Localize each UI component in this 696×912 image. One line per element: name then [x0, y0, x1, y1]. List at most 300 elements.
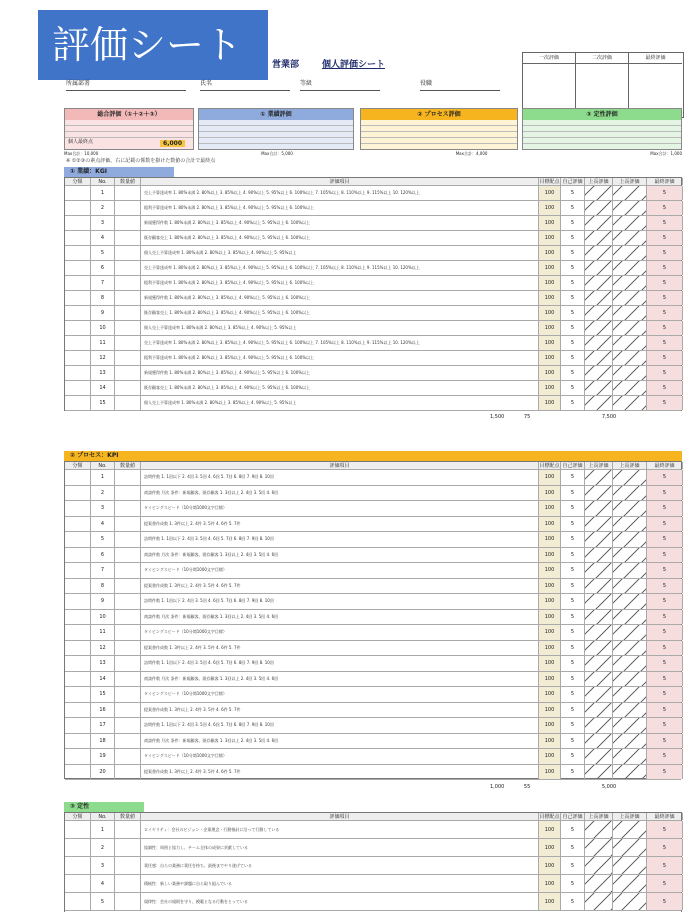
- results-cell[interactable]: [613, 276, 647, 290]
- process-cell: 5: [647, 594, 683, 609]
- process-cell[interactable]: 100: [539, 734, 561, 749]
- process-cell: 3: [91, 501, 115, 516]
- process-total-score: 1,000: [490, 784, 505, 790]
- document-title: 個人評価シート: [322, 60, 386, 70]
- quality-row: [65, 875, 681, 893]
- results-cell[interactable]: [613, 201, 647, 215]
- process-cell[interactable]: [613, 470, 647, 485]
- quality-cell[interactable]: 100: [539, 857, 561, 874]
- process-cell[interactable]: [585, 718, 613, 733]
- process-cell: [65, 734, 91, 749]
- process-cell[interactable]: [613, 548, 647, 563]
- summary-process: [360, 108, 518, 150]
- process-cell[interactable]: 100: [539, 656, 561, 671]
- quality-cell[interactable]: 100: [539, 875, 561, 892]
- quality-cell[interactable]: 5: [561, 821, 585, 838]
- process-cell: [115, 672, 141, 687]
- org-label: 営業部: [272, 60, 300, 70]
- results-cell[interactable]: 100: [539, 186, 561, 200]
- process-cell: 4: [91, 517, 115, 532]
- process-cell: 5: [91, 532, 115, 547]
- process-cell[interactable]: [585, 563, 613, 578]
- process-cell[interactable]: [613, 594, 647, 609]
- quality-cell[interactable]: [613, 875, 647, 892]
- results-cell[interactable]: [585, 291, 613, 305]
- quality-row: [65, 857, 681, 875]
- results-cell[interactable]: 5: [561, 246, 585, 260]
- process-cell[interactable]: [585, 765, 613, 780]
- results-cell: 粗利予算達成率 1. 80%未満 2. 80%以上 3. 85%以上 4. 90%以上 5. 95%以上 6. 100%以上: [141, 351, 539, 365]
- results-cell[interactable]: [585, 246, 613, 260]
- process-cell[interactable]: 5: [561, 517, 585, 532]
- results-total-final: 7,500: [601, 414, 617, 420]
- quality-col-header: 目標配点: [539, 813, 560, 820]
- results-cell[interactable]: [613, 261, 647, 275]
- quality-cell[interactable]: [613, 857, 647, 874]
- process-cell[interactable]: [613, 656, 647, 671]
- process-cell[interactable]: [613, 517, 647, 532]
- process-row: [65, 718, 681, 734]
- process-cell: [115, 734, 141, 749]
- process-cell[interactable]: 5: [561, 548, 585, 563]
- results-cell: 5: [647, 366, 683, 380]
- results-cell[interactable]: [585, 321, 613, 335]
- process-cell[interactable]: [613, 718, 647, 733]
- results-row: [65, 336, 681, 351]
- results-cell[interactable]: [585, 261, 613, 275]
- quality-cell[interactable]: [585, 857, 613, 874]
- quality-cell[interactable]: [585, 875, 613, 892]
- process-cell[interactable]: [585, 656, 613, 671]
- quality-cell[interactable]: [613, 821, 647, 838]
- quality-col-header: 評価項目: [141, 813, 539, 820]
- process-cell: 5: [647, 734, 683, 749]
- page-badge: 評価シート: [38, 10, 268, 80]
- process-cell: [115, 656, 141, 671]
- quality-row: [65, 893, 681, 911]
- process-col-header: 数量値: [115, 462, 141, 469]
- results-cell[interactable]: 100: [539, 381, 561, 395]
- results-row: [65, 246, 681, 261]
- process-cell[interactable]: 5: [561, 672, 585, 687]
- quality-col-header: 上長評価: [613, 813, 647, 820]
- results-cell[interactable]: 5: [561, 201, 585, 215]
- results-row: [65, 291, 681, 306]
- process-cell[interactable]: [585, 734, 613, 749]
- results-cell: [65, 201, 91, 215]
- summary-results-title: ① 業績評価: [199, 109, 353, 120]
- process-cell[interactable]: [613, 501, 647, 516]
- quality-cell: [65, 857, 91, 874]
- process-cell[interactable]: 5: [561, 734, 585, 749]
- quality-table: [64, 812, 682, 912]
- results-cell: 4: [91, 231, 115, 245]
- results-cell[interactable]: 5: [561, 366, 585, 380]
- quality-cell[interactable]: 5: [561, 893, 585, 910]
- process-cell[interactable]: 100: [539, 579, 561, 594]
- quality-cell[interactable]: 100: [539, 839, 561, 856]
- results-cell: 個人売上予算達成率 1. 80%未満 2. 80%以上 3. 85%以上 4. 90%以上 5. 95%以上: [141, 321, 539, 335]
- results-cell[interactable]: 100: [539, 246, 561, 260]
- results-cell[interactable]: 5: [561, 261, 585, 275]
- process-cell[interactable]: 5: [561, 610, 585, 625]
- process-cell: 商談件数 月次 条件：新規顧客、既存顧客 1. 3回以上 2. 4回 3. 5回 4. 6回: [141, 548, 539, 563]
- process-cell: 5: [647, 501, 683, 516]
- process-cell[interactable]: [585, 625, 613, 640]
- process-cell[interactable]: [585, 672, 613, 687]
- process-cell[interactable]: [585, 579, 613, 594]
- results-cell: [115, 306, 141, 320]
- results-cell[interactable]: 5: [561, 216, 585, 230]
- process-cell[interactable]: 100: [539, 610, 561, 625]
- process-cell[interactable]: 5: [561, 625, 585, 640]
- quality-cell[interactable]: [613, 893, 647, 910]
- process-cell: 5: [647, 703, 683, 718]
- process-cell[interactable]: [613, 486, 647, 501]
- quality-cell: 2: [91, 839, 115, 856]
- process-col-header: 上長評価: [585, 462, 613, 469]
- process-cell[interactable]: 100: [539, 532, 561, 547]
- process-cell[interactable]: [613, 765, 647, 780]
- overall-max: Max合計：10,000: [64, 151, 99, 156]
- process-cell[interactable]: 100: [539, 687, 561, 702]
- process-cell[interactable]: 100: [539, 548, 561, 563]
- results-cell[interactable]: [585, 351, 613, 365]
- process-cell[interactable]: [585, 687, 613, 702]
- results-cell: [65, 291, 91, 305]
- quality-cell[interactable]: 100: [539, 821, 561, 838]
- process-col-header: 分類: [65, 462, 91, 469]
- summary-overall: [64, 108, 194, 150]
- results-cell[interactable]: [613, 306, 647, 320]
- process-cell[interactable]: 5: [561, 563, 585, 578]
- process-cell: 訪問件数 1. 1回以下 2. 4回 3. 5回 4. 6回 5. 7回 6. 8回 7. 9回 8. 10回: [141, 532, 539, 547]
- results-cell: 5: [647, 261, 683, 275]
- process-cell[interactable]: [585, 548, 613, 563]
- process-row: [65, 579, 681, 595]
- process-col-header: 上長評価: [613, 462, 647, 469]
- results-cell[interactable]: [613, 366, 647, 380]
- results-cell[interactable]: 100: [539, 366, 561, 380]
- process-cell: 5: [647, 517, 683, 532]
- results-cell[interactable]: [613, 246, 647, 260]
- results-row: [65, 201, 681, 216]
- results-col-header: 上長評価: [585, 178, 613, 185]
- process-cell: 5: [647, 672, 683, 687]
- process-cell[interactable]: 5: [561, 749, 585, 764]
- process-cell[interactable]: 5: [561, 703, 585, 718]
- process-cell[interactable]: 100: [539, 765, 561, 780]
- results-cell[interactable]: [585, 381, 613, 395]
- process-cell[interactable]: 5: [561, 718, 585, 733]
- process-cell: 11: [91, 625, 115, 640]
- process-cell[interactable]: [613, 703, 647, 718]
- process-cell: [115, 563, 141, 578]
- results-cell: [65, 366, 91, 380]
- results-row: [65, 351, 681, 366]
- quality-cell[interactable]: 5: [561, 875, 585, 892]
- results-cell[interactable]: [585, 231, 613, 245]
- results-cell[interactable]: 100: [539, 321, 561, 335]
- results-cell[interactable]: [585, 216, 613, 230]
- process-cell: [65, 703, 91, 718]
- results-cell[interactable]: [613, 381, 647, 395]
- results-cell[interactable]: 5: [561, 381, 585, 395]
- process-cell[interactable]: [613, 687, 647, 702]
- results-cell[interactable]: 5: [561, 186, 585, 200]
- process-cell[interactable]: [585, 486, 613, 501]
- summary-process-title: ② プロセス評価: [361, 109, 517, 120]
- quality-cell[interactable]: 5: [561, 857, 585, 874]
- process-cell[interactable]: 5: [561, 579, 585, 594]
- results-cell: [65, 396, 91, 410]
- process-cell[interactable]: [613, 532, 647, 547]
- process-cell: [115, 501, 141, 516]
- process-cell: [65, 470, 91, 485]
- results-cell[interactable]: [613, 231, 647, 245]
- results-cell: 粗利予算達成率 1. 80%未満 2. 80%以上 3. 85%以上 4. 90%以上 5. 95%以上 6. 100%以上: [141, 201, 539, 215]
- process-cell[interactable]: 100: [539, 594, 561, 609]
- results-col-header: 目標配点: [539, 178, 560, 185]
- results-cell: [115, 291, 141, 305]
- process-cell[interactable]: 100: [539, 703, 561, 718]
- quality-cell[interactable]: [585, 893, 613, 910]
- results-cell: 5: [647, 381, 683, 395]
- quality-cell[interactable]: 5: [561, 839, 585, 856]
- results-row: [65, 366, 681, 381]
- quality-cell[interactable]: [613, 839, 647, 856]
- process-row: [65, 625, 681, 641]
- results-cell[interactable]: 5: [561, 396, 585, 410]
- process-cell: [65, 517, 91, 532]
- results-cell[interactable]: [585, 366, 613, 380]
- process-row: [65, 765, 681, 781]
- process-cell[interactable]: 5: [561, 641, 585, 656]
- results-cell[interactable]: [613, 216, 647, 230]
- process-cell[interactable]: 100: [539, 625, 561, 640]
- process-cell[interactable]: 5: [561, 470, 585, 485]
- results-table: [64, 177, 682, 411]
- results-cell[interactable]: 5: [561, 291, 585, 305]
- results-cell[interactable]: 100: [539, 261, 561, 275]
- process-cell: 商談件数 月次 条件：新規顧客、既存顧客 1. 3回以上 2. 4回 3. 5回 4. 6回: [141, 486, 539, 501]
- results-cell: 5: [647, 276, 683, 290]
- results-cell: [65, 261, 91, 275]
- process-cell[interactable]: 5: [561, 486, 585, 501]
- quality-cell[interactable]: [585, 821, 613, 838]
- results-cell[interactable]: 100: [539, 291, 561, 305]
- process-cell[interactable]: [613, 672, 647, 687]
- process-cell[interactable]: 100: [539, 486, 561, 501]
- results-row: [65, 306, 681, 321]
- process-cell[interactable]: [613, 625, 647, 640]
- process-cell[interactable]: [613, 734, 647, 749]
- results-cell[interactable]: [613, 291, 647, 305]
- results-cell[interactable]: 5: [561, 231, 585, 245]
- results-cell[interactable]: [613, 336, 647, 350]
- process-cell[interactable]: [585, 641, 613, 656]
- results-cell[interactable]: 100: [539, 216, 561, 230]
- process-cell[interactable]: 100: [539, 718, 561, 733]
- process-cell: 8: [91, 579, 115, 594]
- process-cell[interactable]: 5: [561, 501, 585, 516]
- process-cell[interactable]: [585, 532, 613, 547]
- results-row: [65, 216, 681, 231]
- process-cell[interactable]: 5: [561, 687, 585, 702]
- results-cell[interactable]: [585, 276, 613, 290]
- process-max: Max合計：4,000: [455, 151, 488, 156]
- process-cell: 15: [91, 687, 115, 702]
- process-cell: [65, 563, 91, 578]
- process-cell[interactable]: [613, 610, 647, 625]
- process-cell[interactable]: 5: [561, 656, 585, 671]
- process-cell[interactable]: 100: [539, 501, 561, 516]
- process-cell[interactable]: [585, 703, 613, 718]
- results-cell[interactable]: [585, 201, 613, 215]
- process-cell[interactable]: 100: [539, 470, 561, 485]
- results-cell: [65, 246, 91, 260]
- process-cell: 16: [91, 703, 115, 718]
- process-cell[interactable]: [613, 641, 647, 656]
- process-cell[interactable]: 100: [539, 672, 561, 687]
- results-cell[interactable]: 100: [539, 396, 561, 410]
- results-cell[interactable]: 100: [539, 336, 561, 350]
- process-cell: 9: [91, 594, 115, 609]
- results-header: [65, 178, 681, 186]
- results-cell: [65, 186, 91, 200]
- results-cell: [115, 186, 141, 200]
- results-cell: 5: [647, 201, 683, 215]
- process-cell[interactable]: 5: [561, 765, 585, 780]
- name-label: 氏名: [200, 80, 213, 87]
- results-cell: 新規獲得件数 1. 80%未満 2. 80%以上 3. 85%以上 4. 90%以上 5. 95%以上 6. 100%以上: [141, 366, 539, 380]
- results-cell[interactable]: 5: [561, 276, 585, 290]
- grade-field[interactable]: [300, 78, 380, 91]
- process-row: [65, 501, 681, 517]
- process-row: [65, 749, 681, 765]
- department-field[interactable]: [66, 78, 186, 91]
- process-row: [65, 563, 681, 579]
- quality-col-header: 最終評価: [647, 813, 683, 820]
- results-col-header: 最終評価: [647, 178, 683, 185]
- process-cell[interactable]: 100: [539, 563, 561, 578]
- results-cell: 粗利予算達成率 1. 80%未満 2. 80%以上 3. 85%以上 4. 90%以上 5. 95%以上 6. 100%以上: [141, 276, 539, 290]
- summary-note: ※ ①②③の素点評価、右に記載の係数を掛けた数値の合計で最終点: [66, 158, 216, 164]
- results-cell: [115, 261, 141, 275]
- results-cell[interactable]: 100: [539, 276, 561, 290]
- results-cell[interactable]: 5: [561, 351, 585, 365]
- results-cell: 12: [91, 351, 115, 365]
- quality-col-header: 自己評価: [561, 813, 585, 820]
- process-row: [65, 594, 681, 610]
- results-cell[interactable]: [613, 186, 647, 200]
- process-cell[interactable]: [613, 579, 647, 594]
- process-cell[interactable]: [585, 749, 613, 764]
- process-cell: [115, 470, 141, 485]
- results-total-score: 1,500: [490, 414, 505, 420]
- quality-cell: 5: [647, 821, 683, 838]
- results-cell[interactable]: 100: [539, 306, 561, 320]
- quality-cell: 5: [647, 857, 683, 874]
- results-cell: [65, 351, 91, 365]
- quality-header: [65, 813, 681, 821]
- process-cell[interactable]: 100: [539, 517, 561, 532]
- results-cell[interactable]: 100: [539, 231, 561, 245]
- process-section-label: ② プロセス：KPI: [64, 451, 682, 461]
- results-cell[interactable]: [613, 396, 647, 410]
- results-col-header: 分類: [65, 178, 91, 185]
- quality-cell[interactable]: 100: [539, 893, 561, 910]
- process-cell[interactable]: 100: [539, 749, 561, 764]
- process-cell[interactable]: 100: [539, 641, 561, 656]
- results-cell[interactable]: 100: [539, 351, 561, 365]
- results-cell[interactable]: 5: [561, 321, 585, 335]
- approval-first: 一次評価: [523, 53, 575, 64]
- name-field[interactable]: [200, 78, 290, 91]
- results-cell: 5: [647, 246, 683, 260]
- process-cell: 5: [647, 548, 683, 563]
- process-cell[interactable]: 5: [561, 594, 585, 609]
- results-cell: 13: [91, 366, 115, 380]
- process-row: [65, 687, 681, 703]
- results-cell[interactable]: [585, 306, 613, 320]
- results-totals: [490, 414, 616, 420]
- results-row: [65, 231, 681, 246]
- results-cell[interactable]: 100: [539, 201, 561, 215]
- results-cell: 2: [91, 201, 115, 215]
- results-cell: [115, 216, 141, 230]
- quality-section-label: ③ 定性: [64, 802, 144, 812]
- process-row: [65, 734, 681, 750]
- process-cell: 5: [647, 486, 683, 501]
- process-cell[interactable]: [585, 501, 613, 516]
- process-cell[interactable]: [613, 563, 647, 578]
- results-cell[interactable]: [613, 351, 647, 365]
- results-cell: [115, 366, 141, 380]
- process-cell: 5: [647, 470, 683, 485]
- results-cell[interactable]: [585, 336, 613, 350]
- process-cell[interactable]: [585, 594, 613, 609]
- results-cell: 5: [647, 351, 683, 365]
- process-col-header: 最終評価: [647, 462, 683, 469]
- process-cell[interactable]: [585, 610, 613, 625]
- results-cell: 売上予算達成率 1. 80%未満 2. 80%以上 3. 85%以上 4. 90%以上 5. 95%以上 6. 100%以上 7. 105%以上 8. 110%以上 9. 115%以上 10. 120%以上: [141, 336, 539, 350]
- process-cell[interactable]: [613, 749, 647, 764]
- summary-results: [198, 108, 354, 150]
- quality-cell: [65, 875, 91, 892]
- results-cell[interactable]: 5: [561, 306, 585, 320]
- results-col-header: 上長評価: [613, 178, 647, 185]
- process-cell: 5: [647, 718, 683, 733]
- process-cell: 17: [91, 718, 115, 733]
- results-cell[interactable]: [585, 186, 613, 200]
- quality-cell: 5: [91, 893, 115, 910]
- results-cell[interactable]: 5: [561, 336, 585, 350]
- results-cell: 5: [647, 396, 683, 410]
- position-field[interactable]: [420, 78, 500, 91]
- process-cell[interactable]: [585, 470, 613, 485]
- quality-cell[interactable]: [585, 839, 613, 856]
- process-cell[interactable]: 5: [561, 532, 585, 547]
- results-cell[interactable]: [613, 321, 647, 335]
- process-cell: [115, 718, 141, 733]
- process-cell: タイピングスピード（10分間1000文字目標）: [141, 625, 539, 640]
- results-max: Max合計：5,000: [261, 151, 293, 156]
- results-cell: [115, 321, 141, 335]
- process-cell[interactable]: [585, 517, 613, 532]
- quality-cell: [65, 839, 91, 856]
- results-cell[interactable]: [585, 396, 613, 410]
